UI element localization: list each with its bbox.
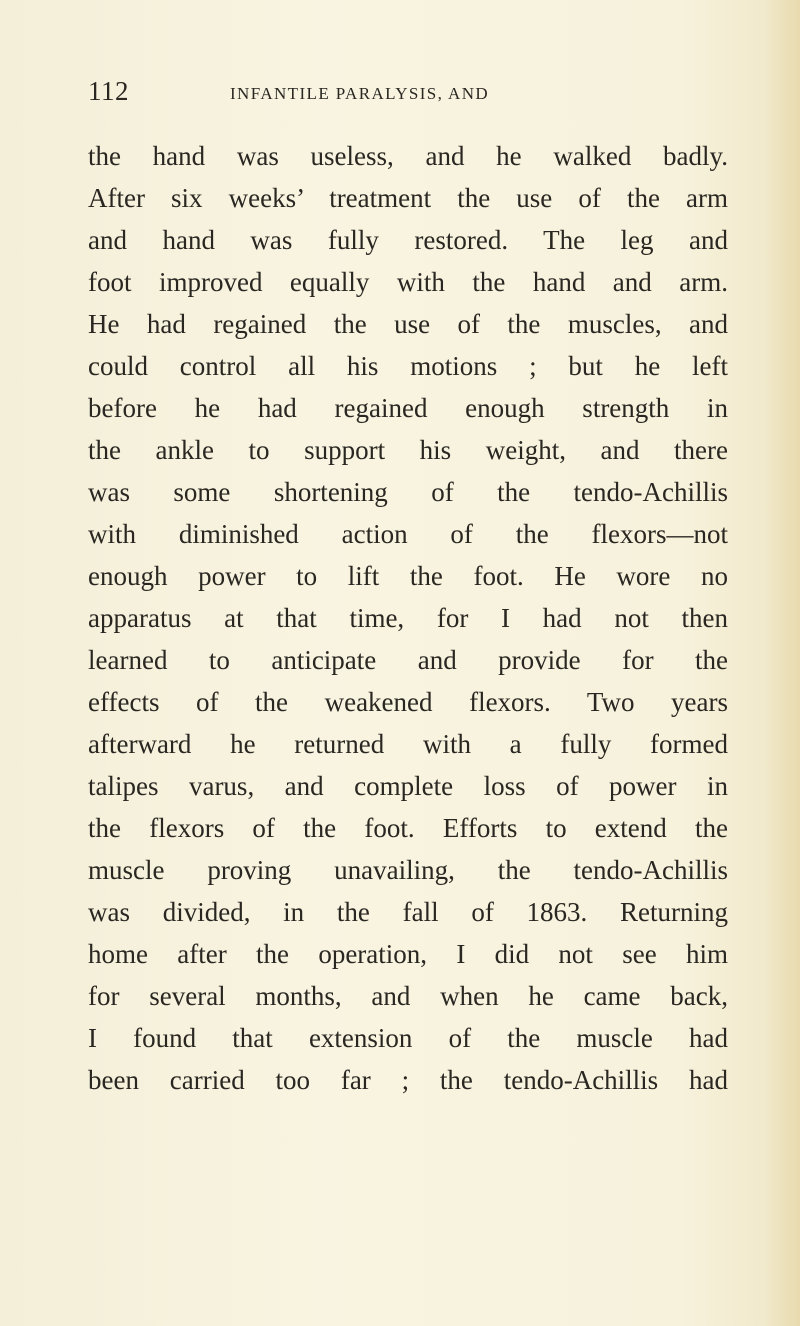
page-number: 112: [88, 76, 129, 106]
text-line: enough power to lift the foot. He wore no: [88, 561, 728, 591]
text-line: was some shortening of the tendo-Achillis: [88, 477, 728, 507]
page-header: [88, 76, 728, 116]
running-head: INFANTILE PARALYSIS, AND: [230, 84, 490, 103]
text-line: After six weeks’ treatment the use of the arm: [88, 183, 728, 213]
text-line: learned to anticipate and provide for the: [88, 645, 728, 675]
text-line: home after the operation, I did not see him: [88, 939, 728, 969]
text-line: for several months, and when he came back,: [88, 981, 728, 1011]
text-line: the ankle to support his weight, and there: [88, 435, 728, 465]
text-line: the flexors of the foot. Efforts to extend the: [88, 813, 728, 843]
body-text: [88, 135, 728, 1101]
text-line: the hand was useless, and he walked badly.: [88, 141, 728, 171]
text-line: talipes varus, and complete loss of power in: [88, 771, 728, 801]
text-line: been carried too far ; the tendo-Achillis had: [88, 1065, 728, 1095]
text-line: before he had regained enough strength in: [88, 393, 728, 423]
text-line: was divided, in the fall of 1863. Returning: [88, 897, 728, 927]
text-line: He had regained the use of the muscles, and: [88, 309, 728, 339]
text-line: I found that extension of the muscle had: [88, 1023, 728, 1053]
text-line: muscle proving unavailing, the tendo-Achillis: [88, 855, 728, 885]
text-line: apparatus at that time, for I had not then: [88, 603, 728, 633]
text-line: afterward he returned with a fully formed: [88, 729, 728, 759]
text-line: could control all his motions ; but he left: [88, 351, 728, 381]
text-line: and hand was fully restored. The leg and: [88, 225, 728, 255]
text-line: with diminished action of the flexors—not: [88, 519, 728, 549]
text-line: effects of the weakened flexors. Two years: [88, 687, 728, 717]
text-line: foot improved equally with the hand and arm.: [88, 267, 728, 297]
page-edge-shading: [764, 0, 800, 1326]
